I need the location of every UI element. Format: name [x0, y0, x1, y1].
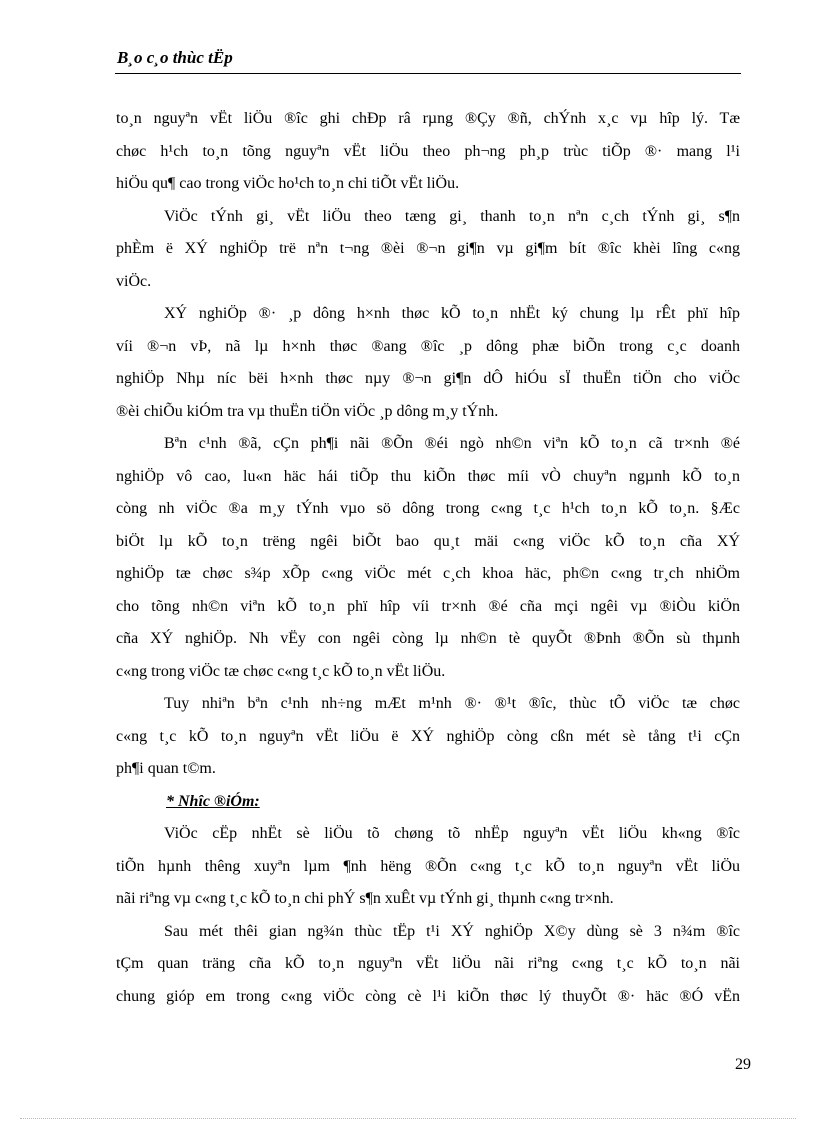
body-line: Tuy nhiªn bªn c¹nh nh÷ng mÆt m¹nh ®· ®¹t ®îc, thùc tÕ viÖc tæ chøc	[164, 695, 740, 712]
header-rule	[115, 73, 741, 74]
section-heading-text: * Nhîc ®iÓm:	[166, 792, 260, 810]
body-line: c«ng trong viÖc tæ chøc c«ng t¸c kÕ to¸n vËt liÖu.	[116, 662, 446, 680]
body-line: biÖt lµ kÕ to¸n trëng ngêi biÕt bao qu¸t mäi c«ng viÖc kÕ to¸n cña XÝ	[116, 532, 740, 550]
body-line: XÝ nghiÖp ®· ¸p dông h×nh thøc kÕ to¸n nhËt ký chung lµ rÊt phï hîp	[164, 305, 740, 322]
body-line: tÇm quan träng cña kÕ to¸n nguyªn vËt liÖu nãi riªng c«ng t¸c kÕ to¸n nãi	[116, 955, 740, 972]
page-bottom-border	[20, 1118, 796, 1119]
body-line: ViÖc tÝnh gi¸ vËt liÖu theo tæng gi¸ thanh to¸n nªn c¸ch tÝnh gi¸ s¶n	[164, 207, 740, 225]
body-line: viÖc.	[116, 272, 152, 290]
body-line: nghiÖp tæ chøc s¾p xÕp c«ng viÖc mét c¸ch khoa häc, ph©n c«ng tr¸ch nhiÖm	[116, 565, 740, 582]
body-text	[116, 103, 740, 1013]
body-line: cho tõng nh©n viªn kÕ to¸n phï hîp víi tr×nh ®é cña mçi ngêi vµ ®iÒu kiÖn	[116, 597, 740, 615]
body-line: ph¶i quan t©m.	[116, 760, 216, 777]
body-line: nghiÖp Nhµ níc bëi h×nh thøc nµy ®¬n gi¶n dÔ hiÓu sÏ thuËn tiÖn cho viÖc	[116, 370, 740, 387]
section-heading	[116, 786, 740, 819]
body-line: c«ng t¸c kÕ to¸n nguyªn vËt liÖu ë XÝ nghiÖp còng cßn mét sè tång t¹i cÇn	[116, 727, 740, 745]
body-line: chøc h¹ch to¸n tõng nguyªn vËt liÖu theo ph¬ng ph¸p trùc tiÕp ®· mang l¹i	[116, 142, 740, 160]
body-line: víi ®¬n vÞ, nã lµ h×nh thøc ®ang ®îc ¸p dông phæ biÕn trong c¸c doanh	[116, 337, 740, 355]
body-line: nãi riªng vµ c«ng t¸c kÕ to¸n chi phÝ s¶n xuÊt vµ tÝnh gi¸ thµnh c«ng tr×nh.	[116, 890, 614, 907]
page-number: 29	[735, 1056, 751, 1073]
body-line: cña XÝ nghiÖp. Nh vËy con ngêi còng lµ nh©n tè quyÕt ®Þnh ®Õn sù thµnh	[116, 630, 740, 647]
body-line: còng nh viÖc ®a m¸y tÝnh vµo sö dông trong c«ng t¸c h¹ch to¸n kÕ to¸n. §Æc	[116, 500, 740, 517]
body-line: Sau mét thêi gian ng¾n thùc tËp t¹i XÝ nghiÖp X©y dùng sè 3 n¾m ®îc	[164, 922, 740, 940]
body-line: hiÖu qu¶ cao trong viÖc ho¹ch to¸n chi tiÕt vËt liÖu.	[116, 175, 460, 192]
body-line: chung gióp em trong c«ng viÖc còng cè l¹i kiÕn thøc lý thuyÕt ®· häc ®Ó vËn	[116, 987, 740, 1005]
body-line: ViÖc cËp nhËt sè liÖu tõ chøng tõ nhËp nguyªn vËt liÖu kh«ng ®îc	[164, 825, 740, 842]
body-line: to¸n nguyªn vËt liÖu ®îc ghi chÐp râ rµng ®Çy ®ñ, chÝnh x¸c vµ hîp lý. Tæ	[116, 110, 740, 127]
body-line: phÈm ë XÝ nghiÖp trë nªn t¬ng ®èi ®¬n gi¶n vµ gi¶m bít ®îc khèi lîng c«ng	[116, 240, 740, 257]
header-title: B¸o c¸o thùc tËp	[117, 48, 233, 67]
body-line: Bªn c¹nh ®ã, cÇn ph¶i nãi ®Õn ®éi ngò nh©n viªn kÕ to¸n cã tr×nh ®é	[164, 435, 740, 452]
body-line: ®èi chiÕu kiÓm tra vµ thuËn tiÖn viÖc ¸p dông m¸y tÝnh.	[116, 402, 499, 420]
body-line: nghiÖp vô cao, lu«n häc hái tiÕp thu kiÕn thøc míi vÒ chuyªn ngµnh kÕ to¸n	[116, 467, 740, 485]
body-line: tiÕn hµnh thêng xuyªn lµm ¶nh hëng ®Õn c«ng t¸c kÕ to¸n nguyªn vËt liÖu	[116, 857, 740, 875]
